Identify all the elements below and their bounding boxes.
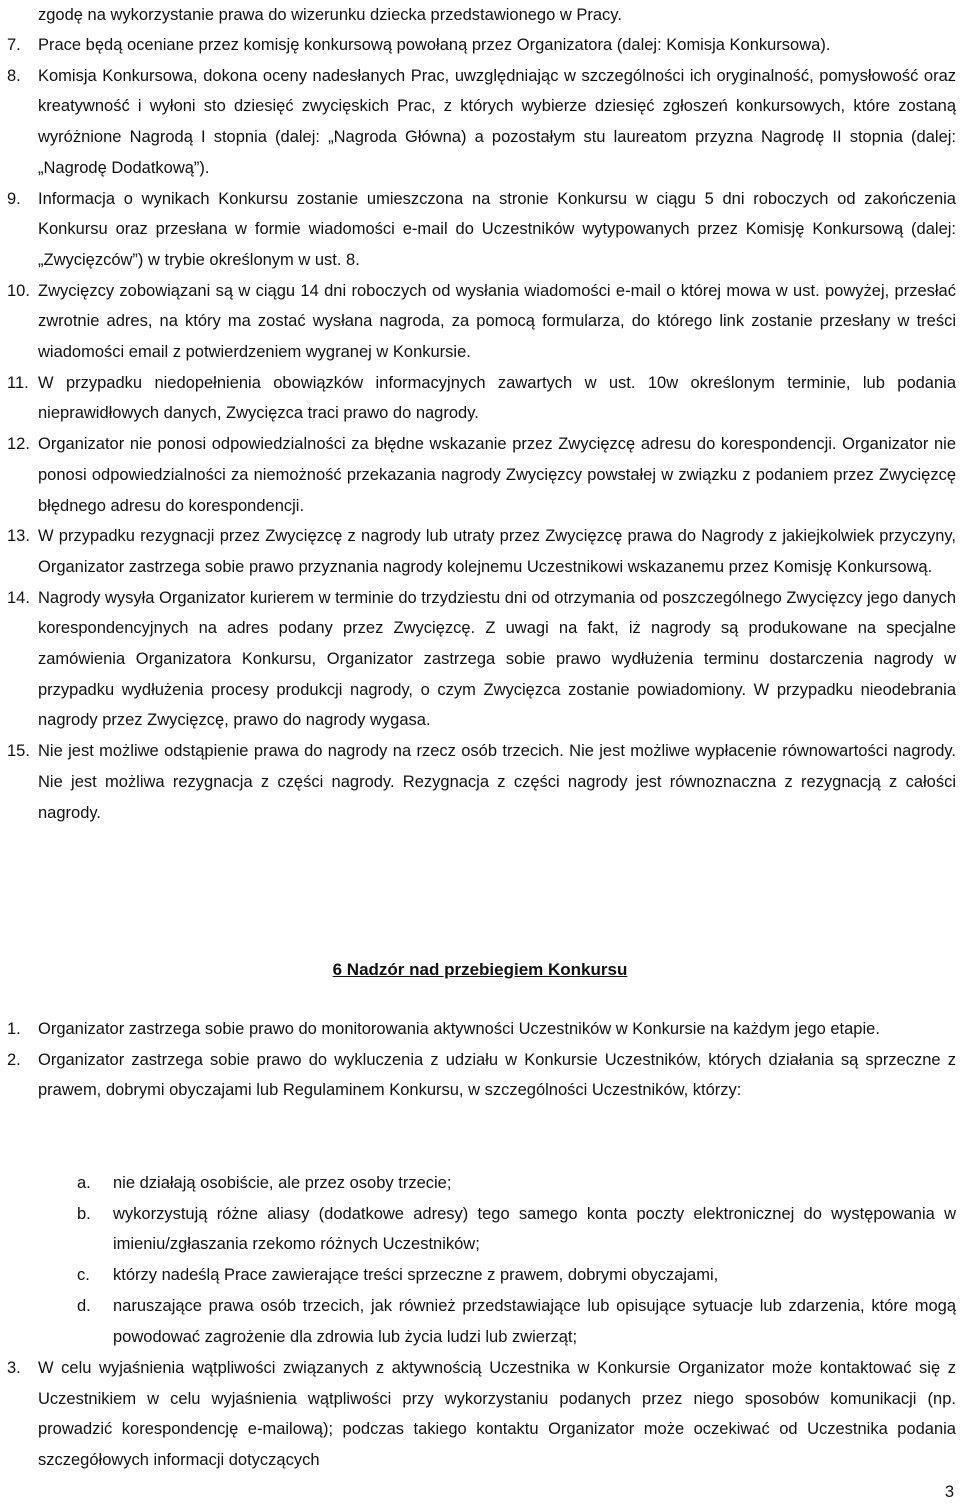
- item-text: którzy nadeślą Prace zawierające treści sprzeczne z prawem, dobrymi obyczajami,: [113, 1266, 719, 1285]
- item-number: 11.: [7, 373, 29, 392]
- item-number: 14.: [7, 588, 30, 607]
- item-number: c.: [77, 1266, 90, 1285]
- item-text: naruszające prawa osób trzecich, jak również przedstawiające lub opisujące sytuacje lub zdarzenia, które mogą powodować zagrożenie dla zdrowia lub życia ludzi lub zwierząt;: [113, 1296, 956, 1346]
- sub-list-item: [0, 1199, 960, 1260]
- list-item: [0, 1353, 960, 1476]
- sub-list-item: [0, 1291, 960, 1352]
- item-text: Organizator zastrzega sobie prawo do wykluczenia z udziału w Konkursie Uczestników, których działania są sprzeczne z prawem, dobrymi obyczajami lub Regulaminem Konkursu, w szczególności Uczestników, którzy:: [38, 1050, 956, 1100]
- list-item: [0, 1014, 960, 1045]
- item-number: 15.: [7, 742, 30, 761]
- page-number: 3: [944, 1483, 954, 1501]
- item-text: Prace będą oceniane przez komisję konkursową powołaną przez Organizatora (dalej: Komisja Konkursowa).: [38, 36, 831, 54]
- item-number: 2.: [7, 1050, 21, 1069]
- numbered-list-prizes: [0, 30, 960, 828]
- item-number: 8.: [7, 66, 21, 85]
- sub-list: [0, 1168, 960, 1352]
- item-text: Nagrody wysyła Organizator kurierem w terminie do trzydziestu dni od otrzymania od poszczególnego Zwycięzcy jego danych korespondencyjnych na adres podany przez Zwycięzcę. Z uwagi na fakt, iż nagrody są produkowane na specjalne zamówienia Organizatora Konkursu, Organizator zastrzega sobie prawo wydłużenia terminu dostarczenia nagrody w przypadku wydłużenia procesy produkcji nagrody, o czym Zwycięzca zostanie powiadomiony. W przypadku nieodebrania nagrody przez Zwycięzcę, prawo do nagrody wygasa.: [38, 588, 956, 730]
- list-item: [0, 521, 960, 582]
- item-number: 3.: [7, 1359, 21, 1377]
- item-number: 10.: [7, 281, 30, 300]
- item-number: b.: [77, 1204, 91, 1223]
- item-text: W przypadku niedopełnienia obowiązków informacyjnych zawartych w ust. 10w określonym terminie, lub podania nieprawidłowych danych, Zwycięzca traci prawo do nagrody.: [38, 373, 956, 423]
- item-number: 13.: [7, 527, 30, 546]
- item-text: Komisja Konkursowa, dokona oceny nadesłanych Prac, uwzględniając w szczególności ich oryginalność, pomysłowość oraz kreatywność i wyłoni sto dziesięć zwycięskich Prac, z których wybierze dziesięć zgłoszeń konkursowych, które zostaną wyróżnione Nagrodą I stopnia (dalej: „Nagroda Główna) a pozostałym stu laureatom przyzna Nagrodę II stopnia (dalej: „Nagrodę Dodatkową”).: [38, 66, 956, 177]
- item-number: 12.: [7, 435, 30, 454]
- item-text: W przypadku rezygnacji przez Zwycięzcę z nagrody lub utraty przez Zwycięzcę prawa do Nagrody z jakiejkolwiek przyczyny, Organizator zastrzega sobie prawo przyznania nagrody kolejnemu Uczestnikowi wskazanemu przez Komisję Konkursową.: [38, 527, 956, 576]
- item-text: Zwycięzcy zobowiązani są w ciągu 14 dni roboczych od wysłania wiadomości e-mail o której mowa w ust. powyżej, przesłać zwrotnie adres, na który ma zostać wysłana nagroda, za pomocą formularza, do którego link zostanie przesłany w treści wiadomości email z potwierdzeniem wygranej w Konkursie.: [38, 281, 956, 362]
- list-item: [0, 276, 960, 368]
- list-item: [0, 368, 960, 429]
- numbered-list-supervision-cont: [0, 1353, 960, 1476]
- item-number: 1.: [7, 1020, 21, 1038]
- item-text: Organizator nie ponosi odpowiedzialności za błędne wskazanie przez Zwycięzcę adresu do korespondencji. Organizator nie ponosi odpowiedzialności za niemożność przekazania nagrody Zwycięzcy powstałej w związku z podaniem przez Zwycięzcę błędnego adresu do korespondencji.: [38, 435, 956, 515]
- section-heading-text: 6 Nadzór nad przebiegiem Konkursu: [332, 960, 628, 979]
- item-text: W celu wyjaśnienia wątpliwości związanych z aktywnością Uczestnika w Konkursie Organizator może kontaktować się z Uczestnikiem w celu wyjaśnienia wątpliwości przy wykorzystaniu podanych przez niego sposobów komunikacji (np. prowadzić korespondencję e-mailową); podczas takiego kontaktu Organizator może oczekiwać od Uczestnika podania szczegółowych informacji dotyczących: [38, 1359, 956, 1470]
- item-text: nie działają osobiście, ale przez osoby trzecie;: [113, 1174, 452, 1192]
- item-number: 7.: [7, 36, 21, 54]
- list-item: [0, 429, 960, 521]
- numbered-list-supervision: [0, 1014, 960, 1106]
- list-item: [0, 61, 960, 184]
- list-item: [0, 30, 960, 61]
- item-text: wykorzystują różne aliasy (dodatkowe adresy) tego samego konta poczty elektronicznej do występowania w imieniu/zgłaszania rzekomo różnych Uczestników;: [113, 1204, 956, 1254]
- item-number: a.: [77, 1174, 91, 1192]
- item-number: d.: [77, 1296, 91, 1315]
- item-text: Informacja o wynikach Konkursu zostanie umieszczona na stronie Konkursu w ciągu 5 dni roboczych od zakończenia Konkursu oraz przesłana w formie wiadomości e-mail do Uczestników wytypowanych przez Komisję Konkursową (dalej: „Zwycięzców”) w trybie określonym w ust. 8.: [38, 189, 956, 269]
- sub-list-item: [0, 1168, 960, 1199]
- sub-list-item: [0, 1260, 960, 1291]
- list-item: [0, 184, 960, 276]
- item-text: Organizator zastrzega sobie prawo do monitorowania aktywności Uczestników w Konkursie na każdym jego etapie.: [38, 1020, 880, 1038]
- list-item: [0, 736, 960, 828]
- item-number: 9.: [7, 189, 21, 208]
- section-heading: [0, 955, 960, 985]
- list-item: [0, 583, 960, 737]
- continuation-line: zgodę na wykorzystanie prawa do wizerunku dziecka przedstawionego w Pracy.: [38, 6, 622, 24]
- list-item: [0, 1045, 960, 1106]
- item-text: Nie jest możliwe odstąpienie prawa do nagrody na rzecz osób trzecich. Nie jest możliwe wypłacenie równowartości nagrody. Nie jest możliwa rezygnacja z części nagrody. Rezygnacja z części nagrody jest równoznaczna z rezygnacją z całości nagrody.: [38, 742, 956, 822]
